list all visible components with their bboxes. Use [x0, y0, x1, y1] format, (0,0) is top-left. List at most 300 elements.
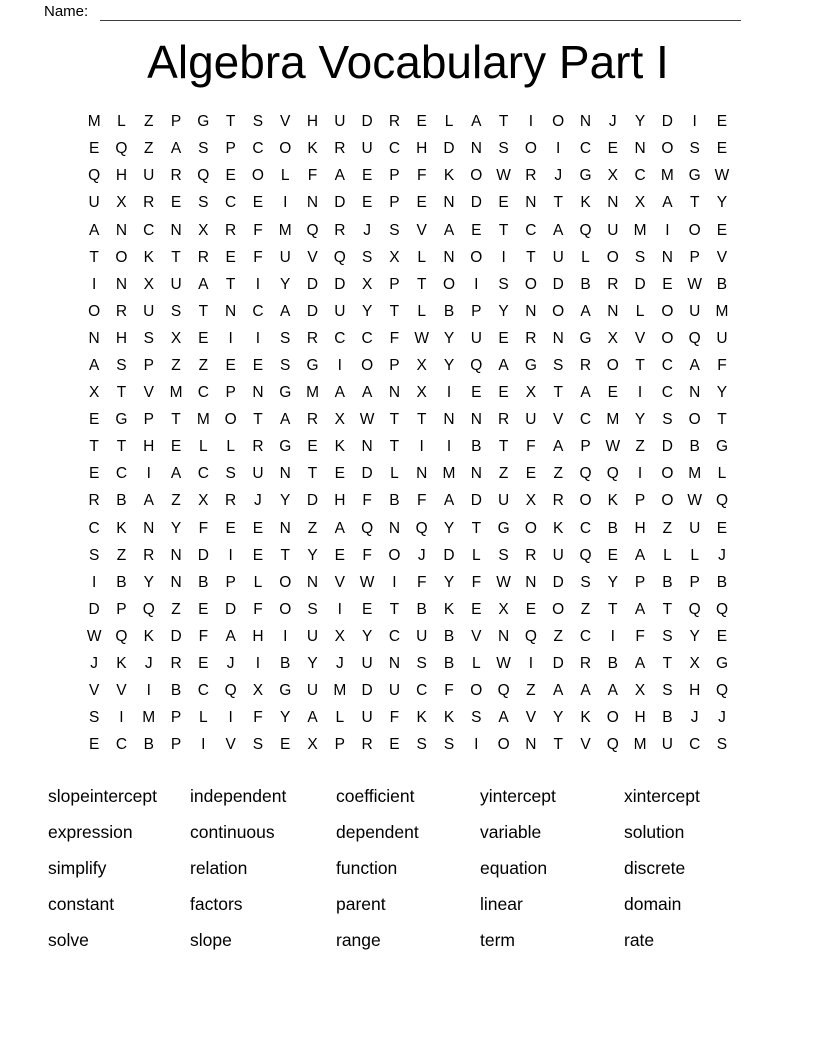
word-list-item: solution — [624, 821, 685, 842]
grid-letter: L — [471, 655, 481, 673]
grid-letter: N — [361, 438, 373, 456]
grid-letter: X — [334, 627, 345, 645]
grid-letter: S — [689, 140, 700, 158]
grid-letter: R — [498, 411, 510, 429]
grid-letter: R — [252, 438, 264, 456]
grid-letter: A — [307, 709, 318, 727]
grid-letter: A — [580, 384, 591, 402]
grid-letter: B — [116, 492, 127, 510]
grid-letter: E — [607, 140, 618, 158]
grid-letter: A — [471, 113, 482, 131]
grid-letter: T — [662, 600, 673, 618]
word-list-item: independent — [190, 785, 287, 806]
grid-letter: E — [389, 736, 400, 754]
grid-letter: S — [498, 275, 509, 293]
grid-letter: I — [637, 465, 643, 483]
grid-letter: K — [116, 655, 127, 673]
grid-letter: O — [470, 248, 483, 266]
grid-letter: U — [689, 302, 701, 320]
grid-letter: S — [389, 221, 400, 239]
grid-letter: Y — [716, 384, 728, 402]
grid-letter: D — [306, 275, 319, 293]
grid-letter: N — [225, 302, 237, 320]
grid-letter: M — [196, 411, 210, 429]
grid-letter: E — [471, 384, 482, 402]
word-list-item: rate — [624, 929, 655, 950]
grid-letter: Y — [307, 546, 318, 564]
grid-letter: E — [252, 519, 264, 537]
grid-letter: C — [252, 140, 264, 158]
grid-letter: C — [689, 736, 701, 754]
grid-letter: V — [525, 709, 537, 727]
grid-letter: A — [170, 465, 182, 483]
grid-letter: P — [389, 356, 400, 374]
grid-letter: T — [416, 275, 427, 293]
grid-letter: Q — [715, 682, 728, 700]
grid-letter: S — [307, 600, 318, 618]
grid-letter: K — [443, 167, 455, 185]
grid-letter: A — [662, 194, 673, 212]
grid-letter: H — [634, 709, 646, 727]
grid-letter: J — [335, 655, 344, 673]
grid-letter: T — [662, 655, 673, 673]
grid-letter: L — [199, 438, 208, 456]
grid-letter: W — [687, 492, 702, 510]
grid-letter: T — [389, 411, 400, 429]
grid-letter: A — [143, 492, 154, 510]
word-list-item: yintercept — [480, 785, 556, 806]
grid-letter: V — [416, 221, 427, 239]
grid-letter: W — [605, 438, 621, 456]
grid-letter: J — [718, 709, 726, 727]
grid-letter: B — [689, 438, 700, 456]
grid-letter: A — [634, 655, 646, 673]
grid-letter: D — [361, 682, 373, 700]
grid-letter: M — [87, 113, 101, 131]
grid-letter: Q — [115, 627, 128, 645]
grid-letter: I — [474, 275, 479, 293]
grid-letter: V — [553, 411, 564, 429]
grid-letter: D — [552, 275, 564, 293]
grid-letter: S — [498, 140, 509, 158]
grid-letter: O — [279, 140, 292, 158]
grid-letter: K — [580, 709, 591, 727]
grid-letter: H — [252, 627, 264, 645]
grid-letter: Q — [606, 465, 619, 483]
grid-letter: L — [635, 302, 645, 320]
grid-letter: A — [634, 546, 646, 564]
grid-letter: I — [228, 709, 233, 727]
grid-letter: D — [470, 492, 482, 510]
grid-letter: N — [88, 329, 100, 347]
name-header — [44, 0, 741, 21]
grid-letter: N — [525, 194, 537, 212]
grid-row — [81, 244, 736, 271]
grid-letter: E — [334, 546, 345, 564]
grid-letter: X — [689, 655, 700, 673]
grid-letter: K — [580, 194, 591, 212]
grid-letter: X — [416, 356, 427, 374]
grid-letter: U — [388, 682, 401, 700]
grid-letter: O — [388, 546, 401, 564]
grid-letter: U — [143, 167, 155, 185]
grid-letter: S — [553, 356, 564, 374]
grid-letter: C — [579, 140, 592, 158]
grid-letter: Y — [443, 519, 455, 537]
grid-letter: B — [389, 492, 400, 510]
grid-letter: G — [115, 411, 128, 429]
grid-letter: P — [225, 573, 236, 591]
grid-letter: B — [198, 573, 209, 591]
grid-letter: A — [443, 221, 455, 239]
grid-letter: N — [443, 248, 455, 266]
grid-letter: X — [525, 492, 537, 510]
grid-letter: A — [607, 682, 618, 700]
grid-letter: U — [88, 194, 100, 212]
grid-letter: I — [665, 221, 670, 239]
grid-letter: E — [716, 221, 728, 239]
grid-letter: R — [334, 221, 346, 239]
grid-letter: S — [198, 140, 209, 158]
grid-letter: Q — [579, 465, 592, 483]
grid-letter: Y — [498, 302, 509, 320]
grid-letter: P — [334, 736, 345, 754]
grid-letter: N — [525, 573, 537, 591]
grid-letter: B — [607, 519, 618, 537]
grid-letter: U — [607, 221, 619, 239]
word-list-column — [480, 778, 624, 958]
grid-letter: B — [580, 275, 591, 293]
grid-letter: L — [444, 113, 454, 131]
grid-letter: R — [170, 167, 182, 185]
grid-letter: T — [526, 248, 536, 266]
grid-letter: N — [252, 384, 264, 402]
grid-letter: J — [690, 709, 699, 727]
grid-letter: E — [416, 113, 427, 131]
grid-letter: F — [198, 519, 209, 537]
grid-letter: E — [498, 194, 509, 212]
grid-letter: U — [361, 140, 373, 158]
grid-letter: E — [334, 465, 345, 483]
grid-row — [81, 109, 736, 136]
grid-letter: H — [115, 167, 128, 185]
grid-letter: N — [579, 113, 592, 131]
grid-letter: G — [579, 329, 592, 347]
grid-letter: T — [116, 438, 127, 456]
grid-letter: T — [253, 411, 263, 429]
grid-letter: C — [88, 519, 100, 537]
word-list-item: constant — [48, 893, 115, 914]
grid-letter: R — [607, 275, 619, 293]
grid-letter: R — [197, 248, 209, 266]
grid-letter: S — [416, 736, 427, 754]
grid-letter: V — [88, 682, 100, 700]
grid-letter: J — [144, 655, 153, 673]
grid-letter: N — [552, 329, 564, 347]
grid-letter: X — [525, 384, 537, 402]
grid-letter: J — [226, 655, 235, 673]
grid-letter: I — [283, 627, 288, 645]
grid-letter: C — [197, 682, 209, 700]
grid-letter: N — [470, 411, 482, 429]
word-list-item: relation — [190, 857, 248, 878]
grid-letter: Q — [306, 221, 319, 239]
word-list-column — [624, 778, 792, 958]
grid-letter: S — [88, 546, 100, 564]
grid-letter: Z — [116, 546, 127, 564]
grid-letter: T — [198, 302, 209, 320]
grid-letter: C — [252, 302, 264, 320]
grid-letter: X — [334, 411, 345, 429]
grid-letter: X — [198, 221, 209, 239]
grid-letter: M — [633, 736, 647, 754]
grid-letter: D — [661, 438, 673, 456]
grid-letter: W — [714, 167, 730, 185]
grid-letter: I — [255, 329, 261, 347]
grid-letter: N — [115, 221, 128, 239]
grid-letter: H — [634, 519, 646, 537]
grid-letter: K — [553, 519, 564, 537]
grid-row — [81, 461, 736, 488]
grid-letter: Z — [553, 627, 563, 645]
grid-letter: E — [471, 600, 482, 618]
grid-letter: A — [280, 302, 291, 320]
grid-letter: A — [498, 709, 509, 727]
grid-letter: X — [361, 275, 373, 293]
grid-letter: I — [228, 546, 233, 564]
grid-letter: G — [197, 113, 210, 131]
grid-letter: P — [143, 356, 154, 374]
grid-letter: Q — [606, 736, 619, 754]
grid-letter: S — [252, 736, 264, 754]
grid-letter: N — [388, 384, 401, 402]
grid-letter: F — [253, 248, 263, 266]
grid-letter: P — [143, 411, 154, 429]
grid-letter: S — [198, 194, 209, 212]
grid-row — [81, 407, 736, 434]
grid-letter: P — [389, 275, 400, 293]
grid-letter: E — [225, 167, 236, 185]
word-list-item: continuous — [190, 821, 275, 842]
grid-letter: E — [307, 438, 318, 456]
grid-letter: T — [389, 302, 400, 320]
grid-letter: U — [143, 302, 155, 320]
grid-row — [81, 596, 736, 623]
grid-letter: T — [717, 411, 727, 429]
grid-letter: Y — [716, 194, 728, 212]
grid-letter: D — [443, 140, 455, 158]
grid-letter: R — [225, 492, 237, 510]
name-blank-line — [100, 4, 741, 21]
grid-letter: T — [553, 736, 563, 754]
grid-letter: A — [553, 682, 564, 700]
grid-letter: U — [361, 655, 373, 673]
grid-letter: B — [443, 627, 455, 645]
grid-letter: O — [606, 709, 619, 727]
word-list-item: factors — [190, 893, 243, 914]
grid-letter: X — [252, 682, 264, 700]
grid-row — [81, 434, 736, 461]
word-list-item: xintercept — [624, 785, 700, 806]
grid-letter: R — [552, 492, 564, 510]
grid-letter: N — [416, 465, 428, 483]
grid-letter: G — [279, 384, 292, 402]
grid-letter: E — [280, 736, 291, 754]
grid-letter: C — [225, 194, 237, 212]
grid-letter: D — [470, 194, 482, 212]
word-list-item: slopeintercept — [48, 785, 157, 806]
grid-letter: W — [86, 627, 102, 645]
grid-letter: N — [170, 221, 182, 239]
grid-letter: Q — [470, 356, 483, 374]
grid-letter: X — [634, 194, 646, 212]
grid-letter: Y — [443, 329, 455, 347]
grid-letter: B — [280, 655, 291, 673]
grid-letter: N — [279, 465, 291, 483]
grid-letter: I — [91, 275, 97, 293]
grid-letter: S — [716, 736, 728, 754]
grid-letter: U — [361, 709, 373, 727]
grid-letter: K — [443, 709, 455, 727]
grid-letter: S — [634, 248, 646, 266]
grid-letter: V — [471, 627, 482, 645]
grid-letter: V — [143, 384, 154, 402]
grid-letter: U — [279, 248, 291, 266]
grid-letter: A — [198, 275, 209, 293]
grid-letter: A — [225, 627, 236, 645]
grid-letter: I — [501, 248, 506, 266]
grid-letter: S — [116, 356, 127, 374]
grid-row — [81, 380, 736, 407]
grid-letter: B — [416, 600, 427, 618]
grid-letter: E — [361, 167, 373, 185]
grid-letter: H — [689, 682, 701, 700]
grid-letter: F — [471, 573, 482, 591]
grid-letter: R — [306, 329, 319, 347]
grid-letter: C — [525, 221, 537, 239]
grid-letter: C — [115, 465, 128, 483]
grid-letter: Y — [607, 573, 618, 591]
grid-letter: S — [88, 709, 100, 727]
grid-letter: B — [662, 709, 673, 727]
grid-letter: B — [170, 682, 182, 700]
grid-letter: W — [496, 573, 511, 591]
grid-letter: E — [662, 275, 673, 293]
grid-letter: B — [607, 655, 618, 673]
name-label: Name: — [44, 3, 89, 20]
grid-letter: S — [662, 411, 673, 429]
grid-letter: D — [552, 573, 564, 591]
grid-letter: C — [115, 736, 128, 754]
grid-letter: F — [307, 167, 318, 185]
grid-letter: P — [389, 194, 400, 212]
grid-letter: U — [334, 302, 346, 320]
grid-letter: E — [225, 519, 236, 537]
grid-letter: K — [116, 519, 127, 537]
grid-letter: R — [225, 221, 237, 239]
grid-letter: A — [170, 140, 182, 158]
grid-letter: D — [225, 600, 237, 618]
grid-letter: Z — [144, 140, 154, 158]
grid-letter: L — [117, 113, 126, 131]
grid-letter: T — [498, 221, 509, 239]
grid-letter: F — [416, 167, 427, 185]
grid-letter: R — [115, 302, 128, 320]
word-list-item: domain — [624, 893, 682, 914]
grid-letter: B — [716, 573, 728, 591]
grid-letter: D — [334, 194, 346, 212]
grid-letter: U — [416, 627, 428, 645]
grid-letter: C — [634, 167, 646, 185]
grid-row — [81, 136, 736, 163]
word-list-item: expression — [48, 821, 133, 842]
grid-letter: G — [715, 438, 728, 456]
word-search-grid — [81, 109, 736, 759]
grid-letter: I — [419, 438, 424, 456]
grid-letter: D — [88, 600, 100, 618]
grid-letter: Q — [715, 492, 728, 510]
grid-letter: U — [252, 465, 264, 483]
grid-letter: X — [498, 600, 509, 618]
grid-letter: U — [552, 546, 564, 564]
grid-letter: V — [716, 248, 728, 266]
grid-letter: C — [388, 140, 401, 158]
grid-letter: E — [252, 194, 264, 212]
grid-letter: I — [446, 438, 452, 456]
grid-letter: X — [88, 384, 100, 402]
word-list-item: solve — [48, 929, 89, 950]
grid-letter: Q — [197, 167, 210, 185]
grid-letter: T — [89, 438, 99, 456]
grid-letter: G — [279, 438, 292, 456]
grid-row — [81, 190, 736, 217]
grid-letter: Z — [198, 356, 209, 374]
grid-letter: R — [143, 194, 155, 212]
word-list-item: discrete — [624, 857, 686, 878]
grid-letter: Q — [688, 600, 701, 618]
grid-letter: M — [660, 167, 674, 185]
grid-letter: E — [198, 329, 209, 347]
grid-letter: K — [143, 248, 154, 266]
grid-letter: L — [417, 248, 427, 266]
word-list-item: variable — [480, 821, 542, 842]
grid-letter: X — [389, 248, 400, 266]
grid-letter: F — [635, 627, 645, 645]
grid-letter: F — [198, 627, 209, 645]
grid-letter: F — [362, 492, 372, 510]
grid-letter: S — [280, 356, 291, 374]
grid-letter: K — [307, 140, 318, 158]
grid-letter: O — [497, 736, 510, 754]
grid-letter: A — [498, 356, 509, 374]
grid-letter: I — [446, 384, 452, 402]
grid-letter: V — [307, 248, 318, 266]
grid-letter: S — [443, 736, 455, 754]
grid-letter: P — [689, 248, 700, 266]
grid-letter: O — [579, 492, 592, 510]
grid-letter: N — [170, 573, 182, 591]
grid-letter: I — [474, 736, 479, 754]
grid-letter: P — [634, 492, 646, 510]
grid-letter: N — [498, 627, 510, 645]
grid-letter: X — [607, 329, 618, 347]
grid-letter: A — [634, 600, 646, 618]
grid-letter: Y — [553, 709, 564, 727]
grid-letter: Z — [580, 600, 591, 618]
grid-letter: Y — [634, 411, 646, 429]
grid-letter: T — [498, 438, 509, 456]
grid-letter: Q — [688, 329, 701, 347]
